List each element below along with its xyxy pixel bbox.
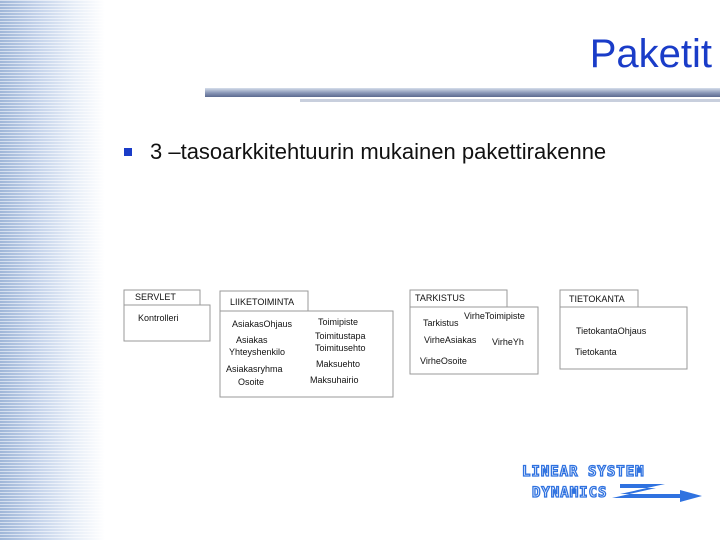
logo-line2: DYNAMICS xyxy=(532,485,608,501)
package-tarkistus-name: TARKISTUS xyxy=(415,293,465,303)
class-maksuhairio: Maksuhairio xyxy=(310,375,359,385)
package-tietokanta-name: TIETOKANTA xyxy=(569,294,625,304)
class-tietokantaohjaus: TietokantaOhjaus xyxy=(576,326,647,336)
logo-line1: LINEAR SYSTEM xyxy=(522,464,645,480)
class-kontrolleri: Kontrolleri xyxy=(138,313,179,323)
linear-system-dynamics-logo xyxy=(520,462,710,506)
class-tietokanta: Tietokanta xyxy=(575,347,617,357)
class-yhteyshenkilo: Yhteyshenkilo xyxy=(229,347,286,357)
class-maksuehto: Maksuehto xyxy=(316,359,361,369)
class-asiakasryhma: Asiakasryhma xyxy=(226,364,283,374)
package-tietokanta xyxy=(560,290,687,369)
package-servlet-name: SERVLET xyxy=(135,292,176,302)
class-virheosoite: VirheOsoite xyxy=(420,356,467,366)
class-tarkistus: Tarkistus xyxy=(423,318,459,328)
class-virhetoimipiste: VirheToimipiste xyxy=(464,311,525,321)
package-tarkistus xyxy=(410,290,538,374)
class-osoite: Osoite xyxy=(238,377,265,387)
class-toimipiste: Toimipiste xyxy=(318,317,359,327)
class-virheyh: VirheYh xyxy=(492,337,524,347)
class-toimitusehto: Toimitusehto xyxy=(315,343,366,353)
class-virheasiakas: VirheAsiakas xyxy=(424,335,477,345)
bullet-text: 3 –tasoarkkitehtuurin mukainen pakettirakenne xyxy=(150,139,607,164)
class-asiakas: Asiakas xyxy=(236,335,268,345)
package-liiketoiminta xyxy=(220,291,393,397)
class-asiakasohjaus: AsiakasOhjaus xyxy=(232,319,293,329)
package-liiketoiminta-name: LIIKETOIMINTA xyxy=(230,297,295,307)
class-toimitustapa: Toimitustapa xyxy=(315,331,366,341)
package-servlet xyxy=(124,290,210,341)
slide-title: Paketit xyxy=(589,32,712,76)
logo-z-arrow-icon xyxy=(612,484,702,502)
